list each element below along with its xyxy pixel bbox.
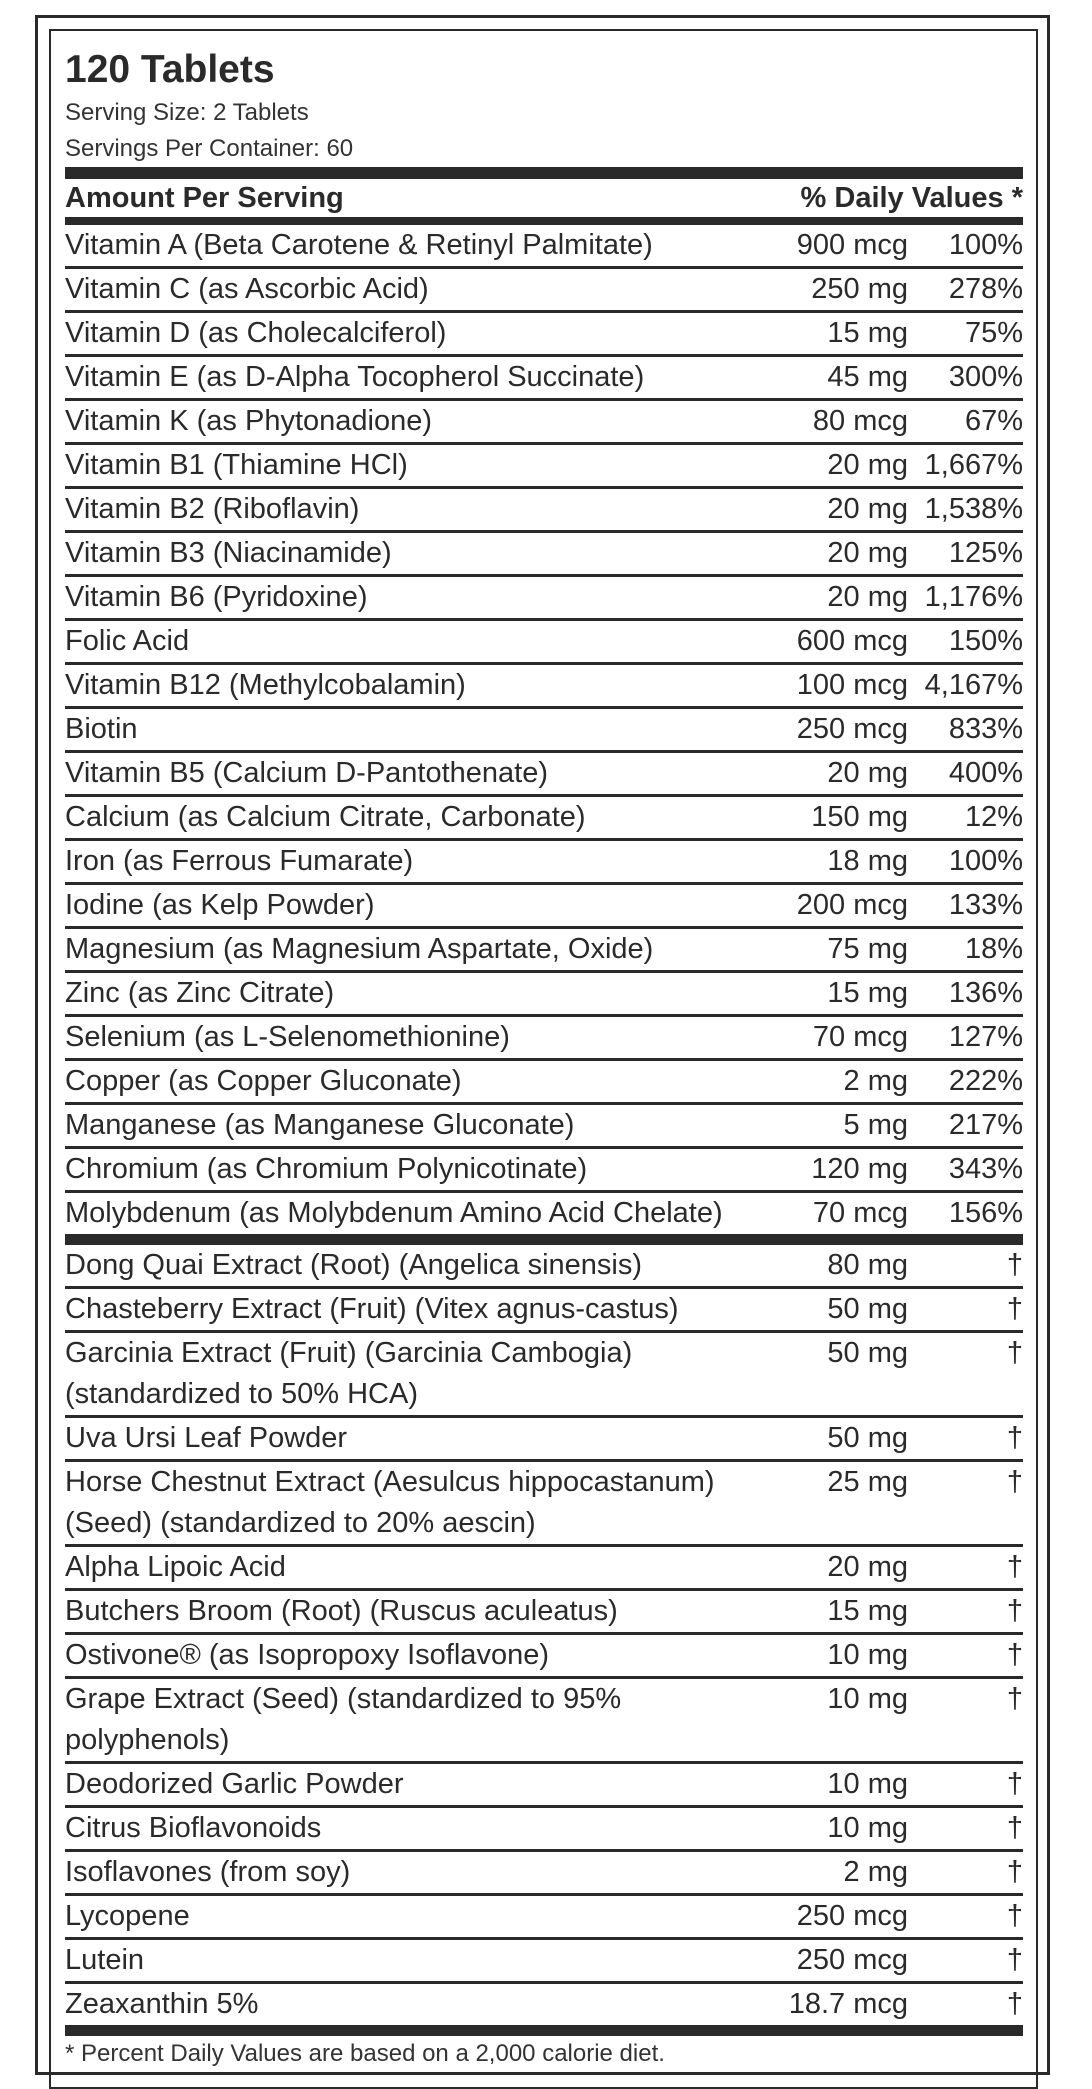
ingredient-amount: 50 mg — [827, 1422, 908, 1454]
thick-divider-bottom — [65, 2025, 1023, 2036]
servings-per-container: Servings Per Container: 60 — [65, 135, 354, 162]
daily-value-percent: 156% — [948, 1197, 1023, 1229]
ingredient-name: Grape Extract (Seed) (standardized to 95% polyphenols) — [65, 1683, 622, 1756]
serving-size: Serving Size: 2 Tablets — [65, 99, 309, 126]
table-row — [65, 665, 1023, 709]
table-row — [65, 1591, 1023, 1635]
daily-value-percent: 222% — [948, 1065, 1023, 1097]
ingredient-amount: 10 mg — [827, 1639, 908, 1671]
daily-value-percent: 400% — [948, 757, 1023, 789]
daily-value-percent: 833% — [948, 713, 1023, 745]
table-row — [65, 1193, 1023, 1234]
table-row — [65, 885, 1023, 929]
ingredient-amount: 70 mcg — [812, 1197, 908, 1229]
ingredient-amount: 18.7 mcg — [788, 1988, 908, 2020]
ingredient-amount: 80 mcg — [812, 405, 908, 437]
ingredient-amount: 100 mcg — [796, 669, 908, 701]
daily-value-percent: 343% — [948, 1153, 1023, 1185]
table-row — [65, 401, 1023, 445]
daily-value-percent: 125% — [948, 537, 1023, 569]
ingredient-name: Dong Quai Extract (Root) (Angelica sinensis) — [65, 1249, 643, 1281]
table-row — [65, 841, 1023, 885]
daily-value-percent: † — [1006, 1900, 1023, 1932]
table-row — [65, 1289, 1023, 1333]
ingredient-amount: 50 mg — [827, 1337, 908, 1369]
ingredient-name: Folic Acid — [65, 625, 190, 657]
ingredient-amount: 70 mcg — [812, 1021, 908, 1053]
daily-value-percent: 100% — [948, 845, 1023, 877]
daily-value-percent: † — [1006, 1683, 1023, 1715]
ingredient-amount: 15 mg — [827, 317, 908, 349]
ingredient-amount: 900 mcg — [796, 229, 908, 261]
ingredient-name: Iodine (as Kelp Powder) — [65, 889, 375, 921]
ingredient-name: Iron (as Ferrous Fumarate) — [65, 845, 414, 877]
ingredient-name: Vitamin B1 (Thiamine HCl) — [65, 449, 408, 481]
daily-value-percent: † — [1006, 1551, 1023, 1583]
daily-value-percent: 1,667% — [924, 449, 1023, 481]
table-row — [65, 1105, 1023, 1149]
daily-value-percent: 75% — [964, 317, 1023, 349]
ingredient-name: Vitamin B2 (Riboflavin) — [65, 493, 360, 525]
ingredient-amount: 75 mg — [827, 933, 908, 965]
daily-value-percent: 18% — [964, 933, 1023, 965]
table-row — [65, 225, 1023, 269]
ingredient-amount: 120 mg — [811, 1153, 908, 1185]
table-row — [65, 1984, 1023, 2028]
daily-value-percent: † — [1006, 1768, 1023, 1800]
amount-per-serving-heading: Amount Per Serving — [65, 182, 344, 214]
table-row — [65, 709, 1023, 753]
ingredient-name: Isoflavones (from soy) — [65, 1856, 351, 1888]
table-row — [65, 357, 1023, 401]
table-row — [65, 1764, 1023, 1808]
ingredient-amount: 25 mg — [827, 1466, 908, 1498]
ingredient-amount: 15 mg — [827, 977, 908, 1009]
ingredient-name: Lutein — [65, 1944, 145, 1976]
table-row — [65, 1808, 1023, 1852]
ingredient-name: Chromium (as Chromium Polynicotinate) — [65, 1153, 588, 1185]
table-row — [65, 489, 1023, 533]
table-row — [65, 621, 1023, 665]
ingredient-amount: 250 mcg — [796, 713, 908, 745]
table-row — [65, 1462, 1023, 1547]
daily-value-percent: † — [1006, 1812, 1023, 1844]
ingredient-amount: 45 mg — [827, 361, 908, 393]
daily-value-percent: 150% — [948, 625, 1023, 657]
table-row — [65, 445, 1023, 489]
ingredient-amount: 600 mcg — [796, 625, 908, 657]
table-row — [65, 533, 1023, 577]
ingredient-name: Vitamin D (as Cholecalciferol) — [65, 317, 447, 349]
daily-value-percent: 133% — [948, 889, 1023, 921]
daily-value-percent: † — [1006, 1249, 1023, 1281]
ingredient-amount: 80 mg — [827, 1249, 908, 1281]
table-row — [65, 577, 1023, 621]
ingredient-name: Vitamin A (Beta Carotene & Retinyl Palmitate) — [65, 229, 653, 261]
ingredient-amount: 250 mcg — [796, 1944, 908, 1976]
ingredient-name: Zinc (as Zinc Citrate) — [65, 977, 335, 1009]
table-row — [65, 797, 1023, 841]
table-row — [65, 1547, 1023, 1591]
daily-value-percent: † — [1006, 1944, 1023, 1976]
daily-value-percent: † — [1006, 1595, 1023, 1627]
ingredient-amount: 50 mg — [827, 1293, 908, 1325]
ingredient-amount: 5 mg — [843, 1109, 908, 1141]
daily-values-heading: % Daily Values * — [800, 182, 1023, 214]
daily-value-percent: † — [1006, 1988, 1023, 2020]
daily-value-percent: † — [1006, 1466, 1023, 1498]
ingredient-amount: 15 mg — [827, 1595, 908, 1627]
ingredient-name: Vitamin E (as D-Alpha Tocopherol Succinate) — [65, 361, 645, 393]
ingredient-name: Vitamin K (as Phytonadione) — [65, 405, 433, 437]
daily-value-percent: 67% — [964, 405, 1023, 437]
table-row — [65, 929, 1023, 973]
ingredient-amount: 200 mcg — [796, 889, 908, 921]
vitamin-list — [65, 225, 1023, 1234]
table-row — [65, 1418, 1023, 1462]
ingredient-name: Butchers Broom (Root) (Ruscus aculeatus) — [65, 1595, 618, 1627]
ingredient-name: Vitamin C (as Ascorbic Acid) — [65, 273, 429, 305]
table-row — [65, 1896, 1023, 1940]
ingredient-name: Manganese (as Manganese Gluconate) — [65, 1109, 575, 1141]
ingredient-amount: 10 mg — [827, 1768, 908, 1800]
table-row — [65, 1940, 1023, 1984]
daily-value-percent: 12% — [964, 801, 1023, 833]
thick-divider-middle — [65, 1234, 1023, 1245]
table-row — [65, 1149, 1023, 1193]
ingredient-name: Vitamin B5 (Calcium D-Pantothenate) — [65, 757, 549, 789]
ingredient-amount: 250 mcg — [796, 1900, 908, 1932]
daily-value-percent: † — [1006, 1639, 1023, 1671]
ingredient-name: Biotin — [65, 713, 138, 745]
daily-value-percent: 127% — [948, 1021, 1023, 1053]
ingredient-name: Alpha Lipoic Acid — [65, 1551, 286, 1583]
ingredient-amount: 2 mg — [843, 1856, 908, 1888]
ingredient-name: Calcium (as Calcium Citrate, Carbonate) — [65, 801, 586, 833]
ingredient-amount: 20 mg — [827, 493, 908, 525]
daily-value-percent: 300% — [948, 361, 1023, 393]
daily-value-percent: 1,176% — [924, 581, 1023, 613]
table-header — [65, 179, 1023, 217]
table-row — [65, 753, 1023, 797]
table-row — [65, 1333, 1023, 1418]
ingredient-name: Vitamin B12 (Methylcobalamin) — [65, 669, 466, 701]
ingredient-name: Molybdenum (as Molybdenum Amino Acid Chelate) — [65, 1197, 723, 1229]
daily-value-percent: 217% — [948, 1109, 1023, 1141]
ingredient-name: Copper (as Copper Gluconate) — [65, 1065, 462, 1097]
ingredient-amount: 250 mg — [811, 273, 908, 305]
footnote: * Percent Daily Values are based on a 2,000 calorie diet. — [65, 2040, 665, 2067]
ingredient-amount: 20 mg — [827, 1551, 908, 1583]
daily-value-percent: † — [1006, 1293, 1023, 1325]
ingredient-amount: 18 mg — [827, 845, 908, 877]
ingredient-amount: 10 mg — [827, 1812, 908, 1844]
table-row — [65, 313, 1023, 357]
daily-value-percent: 100% — [948, 229, 1023, 261]
ingredient-name: Uva Ursi Leaf Powder — [65, 1422, 348, 1454]
daily-value-percent: † — [1006, 1422, 1023, 1454]
ingredient-amount: 2 mg — [843, 1065, 908, 1097]
ingredient-name: Magnesium (as Magnesium Aspartate, Oxide) — [65, 933, 654, 965]
ingredient-name: Citrus Bioflavonoids — [65, 1812, 322, 1844]
daily-value-percent: 1,538% — [924, 493, 1023, 525]
table-row — [65, 1245, 1023, 1289]
ingredient-name: Lycopene — [65, 1900, 190, 1932]
table-row — [65, 1061, 1023, 1105]
ingredient-amount: 150 mg — [811, 801, 908, 833]
thick-divider-top — [65, 167, 1023, 179]
ingredient-amount: 20 mg — [827, 537, 908, 569]
daily-value-percent: 4,167% — [924, 669, 1023, 701]
thick-divider-header — [65, 217, 1023, 225]
panel-title: 120 Tablets — [65, 48, 275, 91]
ingredient-name: Garcinia Extract (Fruit) (Garcinia Cambogia) (standardized to 50% HCA) — [65, 1337, 633, 1410]
ingredient-name: Selenium (as L-Selenomethionine) — [65, 1021, 510, 1053]
ingredient-amount: 20 mg — [827, 581, 908, 613]
ingredient-name: Zeaxanthin 5% — [65, 1988, 259, 2020]
ingredient-name: Vitamin B3 (Niacinamide) — [65, 537, 392, 569]
ingredient-name: Deodorized Garlic Powder — [65, 1768, 404, 1800]
table-row — [65, 1852, 1023, 1896]
supplement-facts-panel — [49, 29, 1038, 2089]
ingredient-name: Chasteberry Extract (Fruit) (Vitex agnus-castus) — [65, 1293, 679, 1325]
table-row — [65, 269, 1023, 313]
table-row — [65, 1635, 1023, 1679]
daily-value-percent: 278% — [948, 273, 1023, 305]
ingredient-name: Ostivone® (as Isopropoxy Isoflavone) — [65, 1639, 549, 1671]
ingredient-amount: 10 mg — [827, 1683, 908, 1715]
daily-value-percent: † — [1006, 1856, 1023, 1888]
ingredient-amount: 20 mg — [827, 449, 908, 481]
table-row — [65, 1679, 1023, 1764]
ingredient-name: Horse Chestnut Extract (Aesulcus hippocastanum) (Seed) (standardized to 20% aescin) — [65, 1466, 715, 1539]
ingredient-name: Vitamin B6 (Pyridoxine) — [65, 581, 368, 613]
table-row — [65, 973, 1023, 1017]
daily-value-percent: † — [1006, 1337, 1023, 1369]
daily-value-percent: 136% — [948, 977, 1023, 1009]
botanical-list — [65, 1245, 1023, 2028]
ingredient-amount: 20 mg — [827, 757, 908, 789]
table-row — [65, 1017, 1023, 1061]
